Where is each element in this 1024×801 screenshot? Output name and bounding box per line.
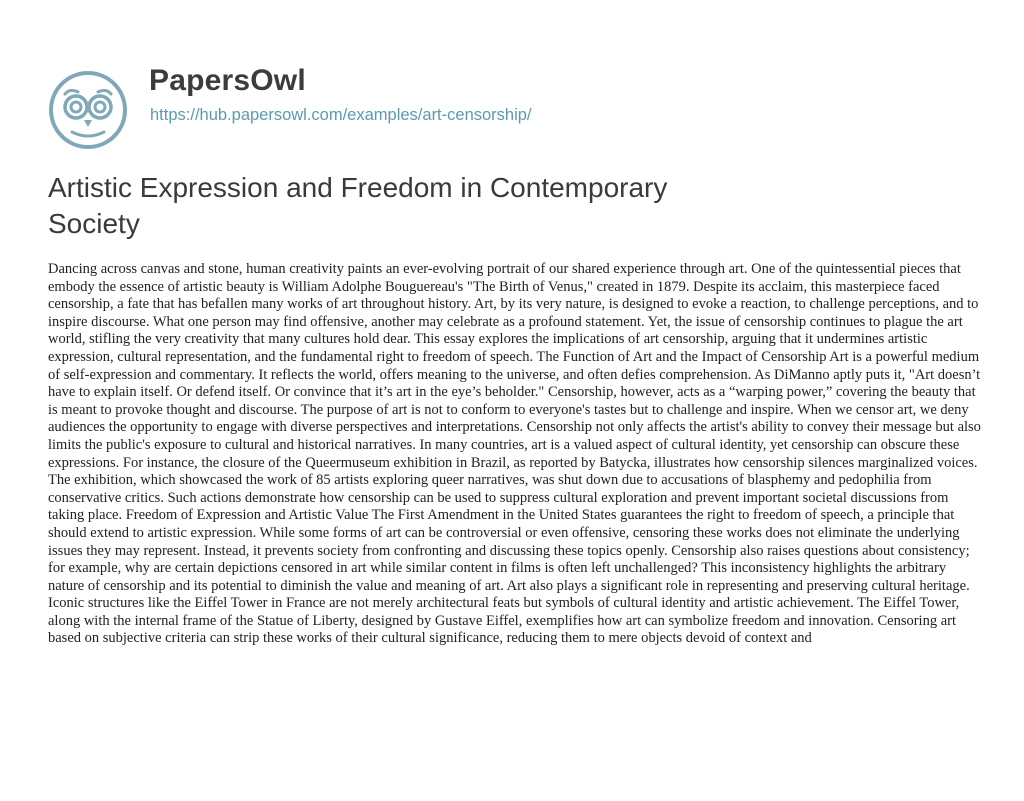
page-title: Artistic Expression and Freedom in Contemporary Society [48,172,668,239]
owl-logo-icon[interactable] [48,70,128,150]
brand-name[interactable]: PapersOwl [149,64,306,97]
site-header [48,56,748,136]
article-body: Dancing across canvas and stone, human creativity paints an ever-evolving portrait of our shared experience through art. One of the quintessential pieces that embody the essence of artistic beauty is William Adolphe Bouguereau's "The Birth of Venus," created in 1879. Despite its acclaim, this masterpiece faced censorship, a fate that has befallen many works of art throughout history. Art, by its very nature, is designed to evoke a reaction, to challenge perceptions, and to inspire discourse. What one person may find offensive, another may celebrate as a profound statement. Yet, the issue of censorship continues to plague the art world, stifling the very creativity that many cultures hold dear. This essay explores the implications of art censorship, arguing that it undermines artistic expression, cultural representation, and the fundamental right to freedom of speech. The Function of Art and the Impact of Censorship Art is a powerful medium of self-expression and commentary. It reflects the world, offers meaning to the universe, and often defies comprehension. As DiManno aptly puts it, "Art doesn’t have to explain itself. Or defend itself. Or convince that it’s art in the eye’s beholder." Censorship, however, acts as a “warping power,” covering the beauty that is meant to provoke thought and discourse. The purpose of art is not to conform to everyone's tastes but to challenge and inspire. When we censor art, we deny audiences the opportunity to engage with diverse perspectives and interpretations. Censorship not only affects the artist's ability to convey their message but also limits the public's exposure to cultural and historical narratives. In many countries, art is a valued aspect of cultural identity, yet censorship can obscure these expressions. For instance, the closure of the Queermuseum exhibition in Brazil, as reported by Batycka, illustrates how censorship silences marginalized voices. The exhibition, which showcased the work of 85 artists exploring queer narratives, was shut down due to accusations of blasphemy and pedophilia from conservative critics. Such actions demonstrate how censorship can be used to suppress cultural exploration and prevent important societal discussions from taking place. Freedom of Expression and Artistic Value The First Amendment in the United States guarantees the right to freedom of speech, a principle that should extend to artistic expression. While some forms of art can be controversial or even offensive, censoring these works does not eliminate the underlying issues they may represent. Instead, it prevents society from confronting and discussing these topics openly. Censorship also raises questions about consistency; for example, why are certain depictions censored in art while similar content in films is often left unchallenged? This inconsistency highlights the arbitrary nature of censorship and its potential to diminish the value and meaning of art. Art also plays a significant role in representing and preserving cultural heritage. Iconic structures like the Eiffel Tower in France are not merely architectural feats but symbols of cultural identity and artistic achievement. The Eiffel Tower, along with the internal frame of the Statue of Liberty, designed by Gustave Eiffel, exemplifies how art can symbolize freedom and innovation. Censoring art based on subjective criteria can strip these works of their cultural significance, reducing them to mere objects devoid of context and [48,261,981,647]
source-url-link[interactable]: https://hub.papersowl.com/examples/art-censorship/ [150,106,532,124]
